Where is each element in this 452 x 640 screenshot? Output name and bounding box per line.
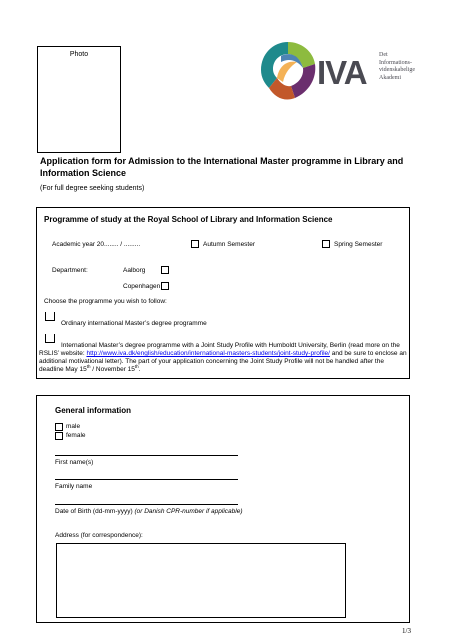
iva-tagline-line: Akademi: [379, 74, 401, 81]
dob-text: Date of Birth (dd-mm-yyyy): [55, 508, 135, 515]
copenhagen-label: Copenhagen: [123, 283, 161, 290]
male-label: male: [66, 423, 81, 430]
family-name-label: Family name: [55, 483, 93, 490]
joint-profile-text: International Master’s degree programme with a Joint Study Profile with Humboldt University, Berlin (read more on the RSLIS’ website:: [39, 342, 400, 357]
first-name-label: First name(s): [55, 459, 94, 466]
family-name-input[interactable]: [55, 479, 238, 480]
address-label: Address (for correspondence):: [55, 532, 143, 539]
iva-acronym: IVA: [317, 54, 367, 91]
form-title: Application form for Admission to the International Master programme in Library and Information Science: [40, 156, 404, 178]
aalborg-label: Aalborg: [123, 267, 146, 274]
page-number: 1/3: [402, 627, 411, 635]
female-checkbox[interactable]: [55, 432, 63, 440]
programme-heading: Programme of study at the Royal School of Library and Information Science: [44, 215, 333, 224]
spring-checkbox[interactable]: [322, 240, 330, 248]
choose-programme-text: Choose the programme you wish to follow:: [44, 298, 167, 305]
date-of-birth-input[interactable]: [55, 504, 238, 505]
female-label: female: [66, 432, 86, 439]
iva-logo: [257, 38, 417, 106]
autumn-checkbox[interactable]: [191, 240, 199, 248]
academic-year-field[interactable]: Academic year 20........ / .........: [52, 241, 141, 248]
aalborg-checkbox[interactable]: [161, 266, 169, 274]
iva-tagline-line: Det: [379, 52, 388, 58]
iva-tagline: [379, 52, 415, 82]
iva-logo-mark: [257, 38, 319, 106]
address-textarea[interactable]: [56, 543, 346, 618]
general-heading: General information: [55, 406, 132, 415]
joint-profile-text: .: [138, 366, 141, 373]
joint-profile-text: and be sure to enclose an additional motivational letter). The part of your application concerning the Joint Study Profile will not be handled after the deadline May 15: [39, 350, 407, 373]
iva-tagline-line: Informations-: [379, 59, 412, 66]
programme-section: [36, 207, 410, 379]
photo-label: Photo: [69, 51, 89, 58]
copenhagen-checkbox[interactable]: [161, 282, 169, 290]
first-name-input[interactable]: [55, 455, 238, 456]
dob-note: (or Danish CPR-number if applicable): [134, 508, 243, 515]
joint-profile-description: [39, 342, 407, 374]
department-label: Department:: [52, 267, 88, 274]
superscript: th: [134, 363, 139, 369]
autumn-label: Autumn Semester: [203, 241, 256, 248]
male-checkbox[interactable]: [55, 423, 63, 431]
date-of-birth-label: [55, 508, 242, 516]
ordinary-programme-label: Ordinary international Master’s degree programme: [61, 320, 207, 327]
superscript: th: [86, 363, 91, 369]
spring-label: Spring Semester: [334, 241, 383, 248]
joint-profile-link[interactable]: http://www.iva.dk/english/education/international-masters-students/joint-study-profile/: [86, 350, 330, 357]
joint-profile-text: / November 15: [90, 366, 135, 373]
form-subtitle: (For full degree seeking students): [40, 185, 145, 192]
ordinary-programme-checkbox[interactable]: [45, 312, 55, 321]
iva-tagline-line: videnskabelige: [379, 67, 415, 73]
photo-placeholder: [37, 46, 121, 153]
